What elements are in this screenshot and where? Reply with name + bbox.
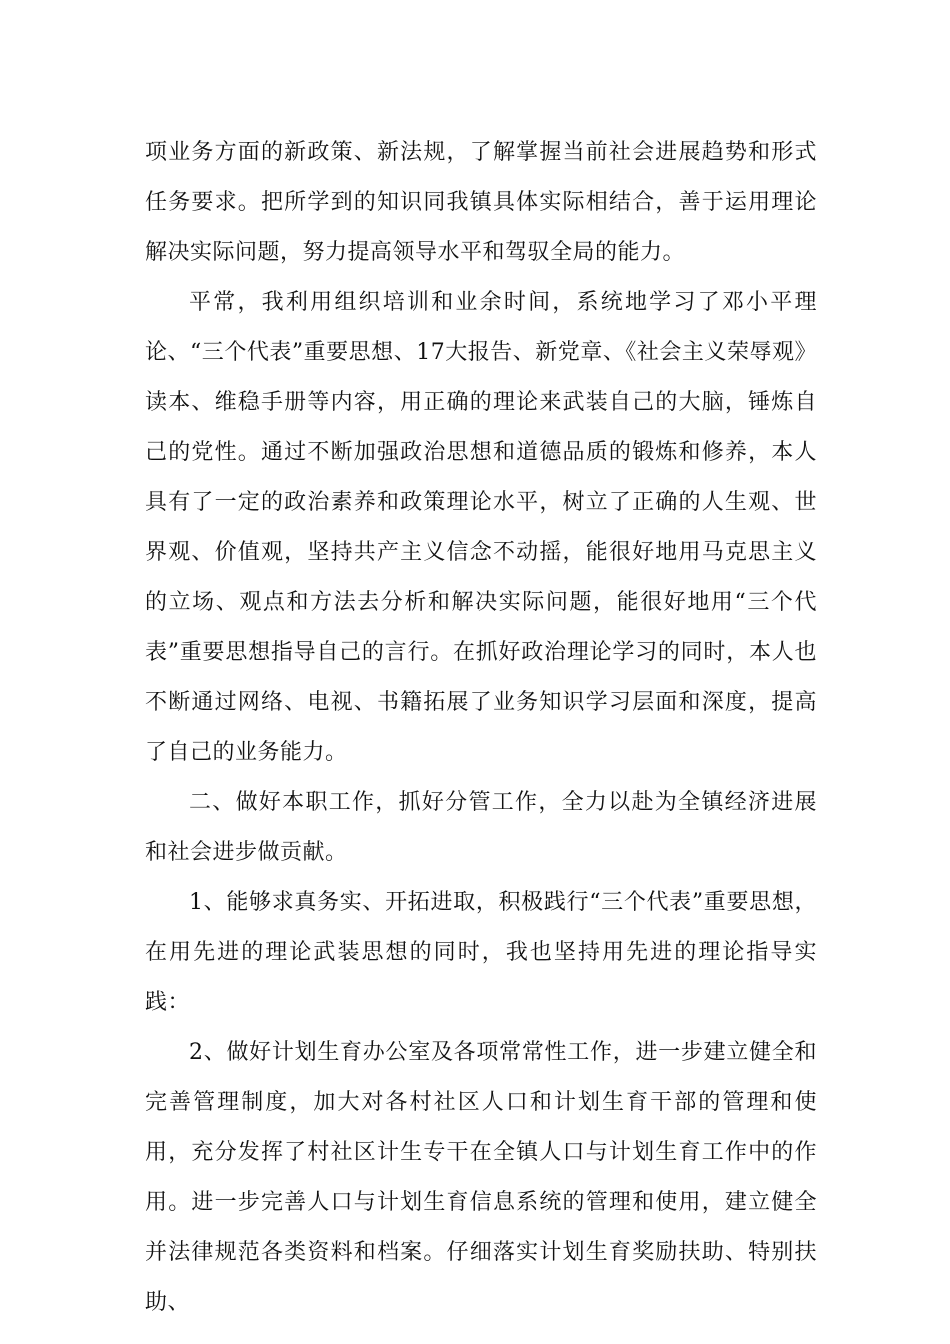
paragraph-3-section-heading: 二、做好本职工作，抓好分管工作，全力以赴为全镇经济进展和社会进步做贡献。 (145, 790, 817, 865)
paragraph-1: 项业务方面的新政策、新法规，了解掌握当前社会进展趋势和形式任务要求。把所学到的知识同我镇具体实际相结合，善于运用理论解决实际问题，努力提高领导水平和驾驭全局的能力。 (145, 140, 817, 265)
paragraph-4-item-1: 1、能够求真务实、开拓进取，积极践行“三个代表”重要思想，在用先进的理论武装思想的同时，我也坚持用先进的理论指导实践： (145, 890, 817, 1015)
paragraph-2: 平常，我利用组织培训和业余时间，系统地学习了邓小平理论、“三个代表”重要思想、17大报告、新党章、《社会主义荣辱观》读本、维稳手册等内容，用正确的理论来武装自己的大脑，锤炼自己的党性。通过不断加强政治思想和道德品质的锻炼和修养，本人具有了一定的政治素养和政策理论水平，树立了正确的人生观、世界观、价值观，坚持共产主义信念不动摇，能很好地用马克思主义的立场、观点和方法去分析和解决实际问题，能很好地用“三个代表”重要思想指导自己的言行。在抓好政治理论学习的同时，本人也不断通过网络、电视、书籍拓展了业务知识学习层面和深度，提高了自己的业务能力。 (145, 290, 817, 765)
paragraph-5-item-2: 2、做好计划生育办公室及各项常常性工作，进一步建立健全和完善管理制度，加大对各村社区人口和计划生育干部的管理和使用，充分发挥了村社区计生专干在全镇人口与计划生育工作中的作用。进一步完善人口与计划生育信息系统的管理和使用，建立健全并法律规范各类资料和档案。仔细落实计划生育奖励扶助、特别扶助、 (145, 1040, 817, 1315)
document-body (145, 128, 817, 1328)
